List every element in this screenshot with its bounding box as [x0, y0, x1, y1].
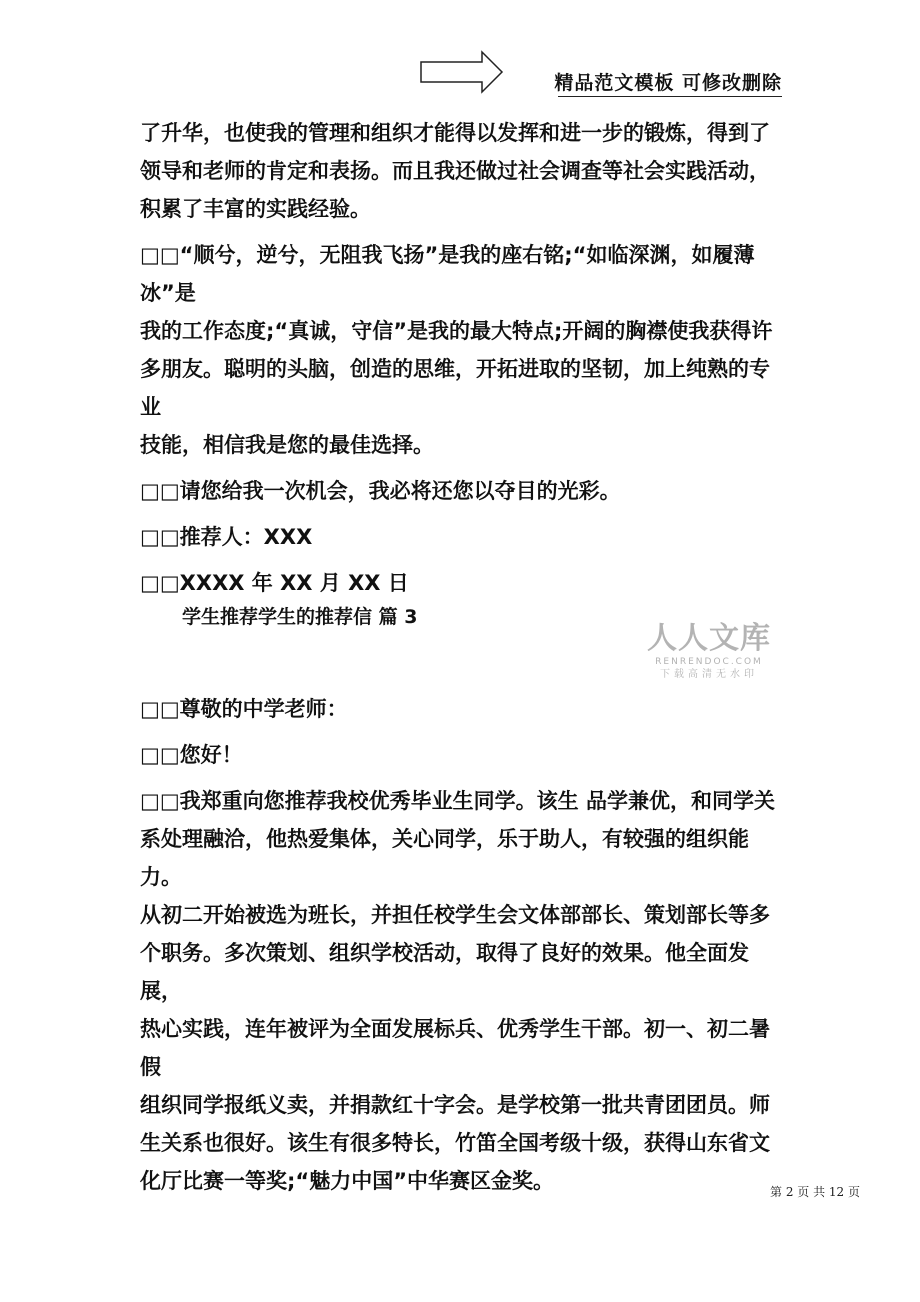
paragraph-line: 热心实践，连年被评为全面发展标兵、优秀学生干部。初一、初二暑假 [140, 1017, 770, 1079]
header-rule [558, 96, 782, 97]
paragraph-line: 了升华，也使我的管理和组织才能得以发挥和进一步的锻炼，得到了 [140, 121, 770, 145]
paragraph-line: □□“顺兮，逆兮，无阻我飞扬”是我的座右铭;“如临深渊，如履薄冰”是 [140, 243, 755, 305]
paragraph-line: 从初二开始被选为班长，并担任校学生会文体部部长、策划部长等多 [140, 903, 770, 927]
letter-continuation [140, 114, 790, 602]
paragraph-line: 个职务。多次策划、组织学校活动，取得了良好的效果。他全面发展， [140, 941, 749, 1003]
page-header [420, 50, 782, 98]
paragraph-line: 组织同学报纸义卖，并捐款红十字会。是学校第一批共青团团员。师 [140, 1093, 770, 1117]
date-line: □□XXXX 年 XX 月 XX 日 [140, 571, 409, 595]
salutation: □□尊敬的中学老师： [140, 697, 348, 721]
greeting: □□您好！ [140, 743, 243, 767]
watermark-main: 人人文库 [647, 621, 771, 656]
paragraph-line: 化厅比赛一等奖;“魅力中国”中华赛区金奖。 [140, 1169, 554, 1193]
paragraph-line: 技能，相信我是您的最佳选择。 [140, 433, 434, 457]
paragraph-line: 积累了丰富的实践经验。 [140, 197, 371, 221]
page-number: 第 2 页 共 12 页 [770, 1185, 860, 1199]
closing-request: □□请您给我一次机会，我必将还您以夺目的光彩。 [140, 479, 621, 503]
paragraph-line: □□我郑重向您推荐我校优秀毕业生同学。该生 品学兼优，和同学关 [140, 789, 775, 813]
letter-body [140, 690, 790, 1200]
section-heading: 学生推荐学生的推荐信 篇 3 [182, 606, 418, 628]
watermark-tagline: 下载高清无水印 [660, 669, 758, 680]
paragraph-line: 系处理融洽，他热爱集体，关心同学，乐于助人，有较强的组织能力。 [140, 827, 749, 889]
watermark-domain: RENRENDOC.COM [655, 657, 763, 667]
paragraph-line: 多朋友。聪明的头脑，创造的思维，开拓进取的坚韧，加上纯熟的专业 [140, 357, 770, 419]
paragraph-line: 我的工作态度;“真诚，守信”是我的最大特点;开阔的胸襟使我获得许 [140, 319, 773, 343]
paragraph-line: 领导和老师的肯定和表扬。而且我还做过社会调查等社会实践活动， [140, 159, 770, 183]
header-title: 精品范文模板 可修改删除 [554, 72, 782, 94]
paragraph-line: 生关系也很好。该生有很多特长，竹笛全国考级十级，获得山东省文 [140, 1131, 770, 1155]
watermark-logo [646, 622, 772, 682]
recommender-line: □□推荐人：XXX [140, 525, 313, 549]
arrow-right-icon [420, 50, 504, 94]
